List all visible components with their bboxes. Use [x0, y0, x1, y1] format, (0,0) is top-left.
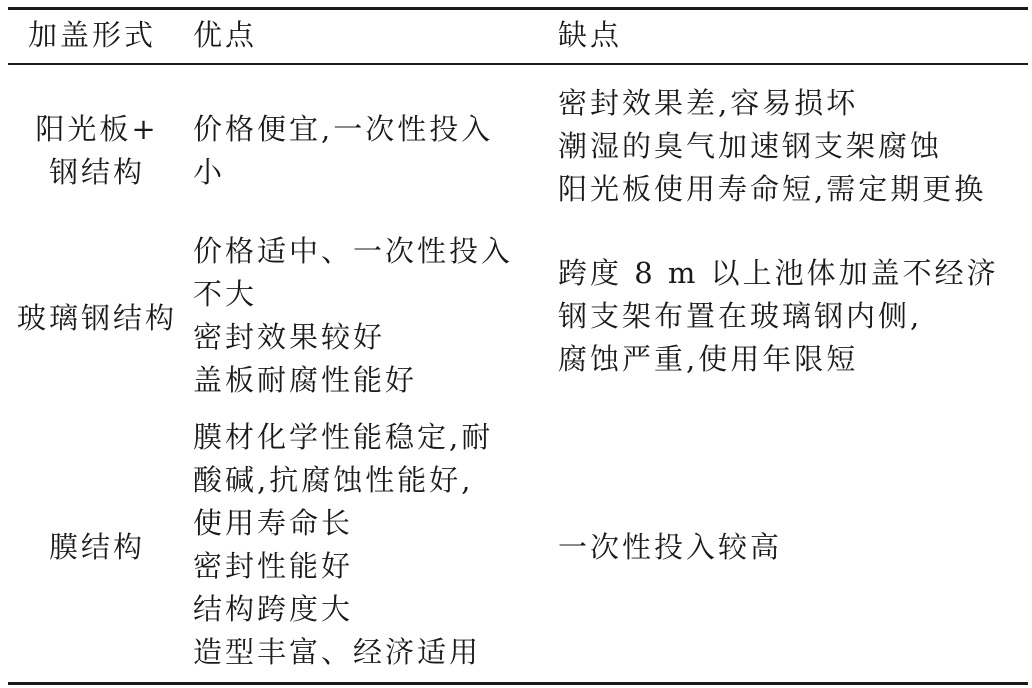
row-3-adv-line-2: 酸碱,抗腐蚀性能好, — [193, 463, 474, 497]
row-3-adv-line-5: 结构跨度大 — [193, 592, 354, 626]
table-header-rule — [8, 63, 1028, 65]
row-1-form-line-2: 钢结构 — [48, 155, 145, 189]
row-1-dis-line-3: 阳光板使用寿命短,需定期更换 — [558, 172, 987, 206]
row-1-dis-line-2: 潮湿的臭气加速钢支架腐蚀 — [558, 129, 943, 163]
row-2-adv-line-4: 盖板耐腐性能好 — [193, 363, 418, 397]
row-1-adv-line-1: 价格便宜,一次性投入 — [193, 112, 494, 146]
row-1-disadvantages — [558, 82, 986, 211]
row-1-dis-line-1: 密封效果差,容易损坏 — [558, 86, 859, 120]
row-1-advantages — [193, 108, 493, 194]
header-disadvantages: 缺点 — [558, 18, 623, 52]
table-top-rule — [8, 7, 1028, 10]
row-3-dis-line-1: 一次性投入较高 — [558, 530, 783, 564]
row-2-adv-line-1: 价格适中、一次性投入 — [193, 234, 514, 268]
row-2-dis-line-3: 腐蚀严重,使用年限短 — [558, 342, 859, 376]
row-1-adv-line-2: 小 — [193, 155, 226, 189]
row-2-advantages — [193, 230, 513, 402]
row-1-form — [8, 108, 186, 194]
header-advantages: 优点 — [193, 18, 258, 52]
row-3-adv-line-1: 膜材化学性能稳定,耐 — [193, 420, 494, 454]
row-3-form — [8, 526, 186, 569]
row-3-adv-line-3: 使用寿命长 — [193, 506, 354, 540]
row-3-adv-line-4: 密封性能好 — [193, 549, 354, 583]
row-2-form — [8, 297, 186, 340]
row-2-dis-line-1: 跨度 8 m 以上池体加盖不经济 — [558, 256, 999, 290]
row-2-dis-line-2: 钢支架布置在玻璃钢内侧, — [558, 299, 923, 333]
row-3-disadvantages — [558, 526, 782, 569]
row-2-adv-line-3: 密封效果较好 — [193, 320, 386, 354]
row-3-advantages — [193, 416, 493, 674]
row-3-adv-line-6: 造型丰富、经济适用 — [193, 635, 482, 669]
row-2-adv-line-2: 不大 — [193, 277, 258, 311]
header-form: 加盖形式 — [28, 18, 157, 52]
table-bottom-rule — [8, 682, 1028, 685]
row-2-form-line-1: 玻璃钢结构 — [16, 301, 177, 335]
row-3-form-line-1: 膜结构 — [48, 530, 145, 564]
row-1-form-line-1: 阳光板+ — [35, 112, 159, 146]
row-2-disadvantages — [558, 252, 999, 381]
